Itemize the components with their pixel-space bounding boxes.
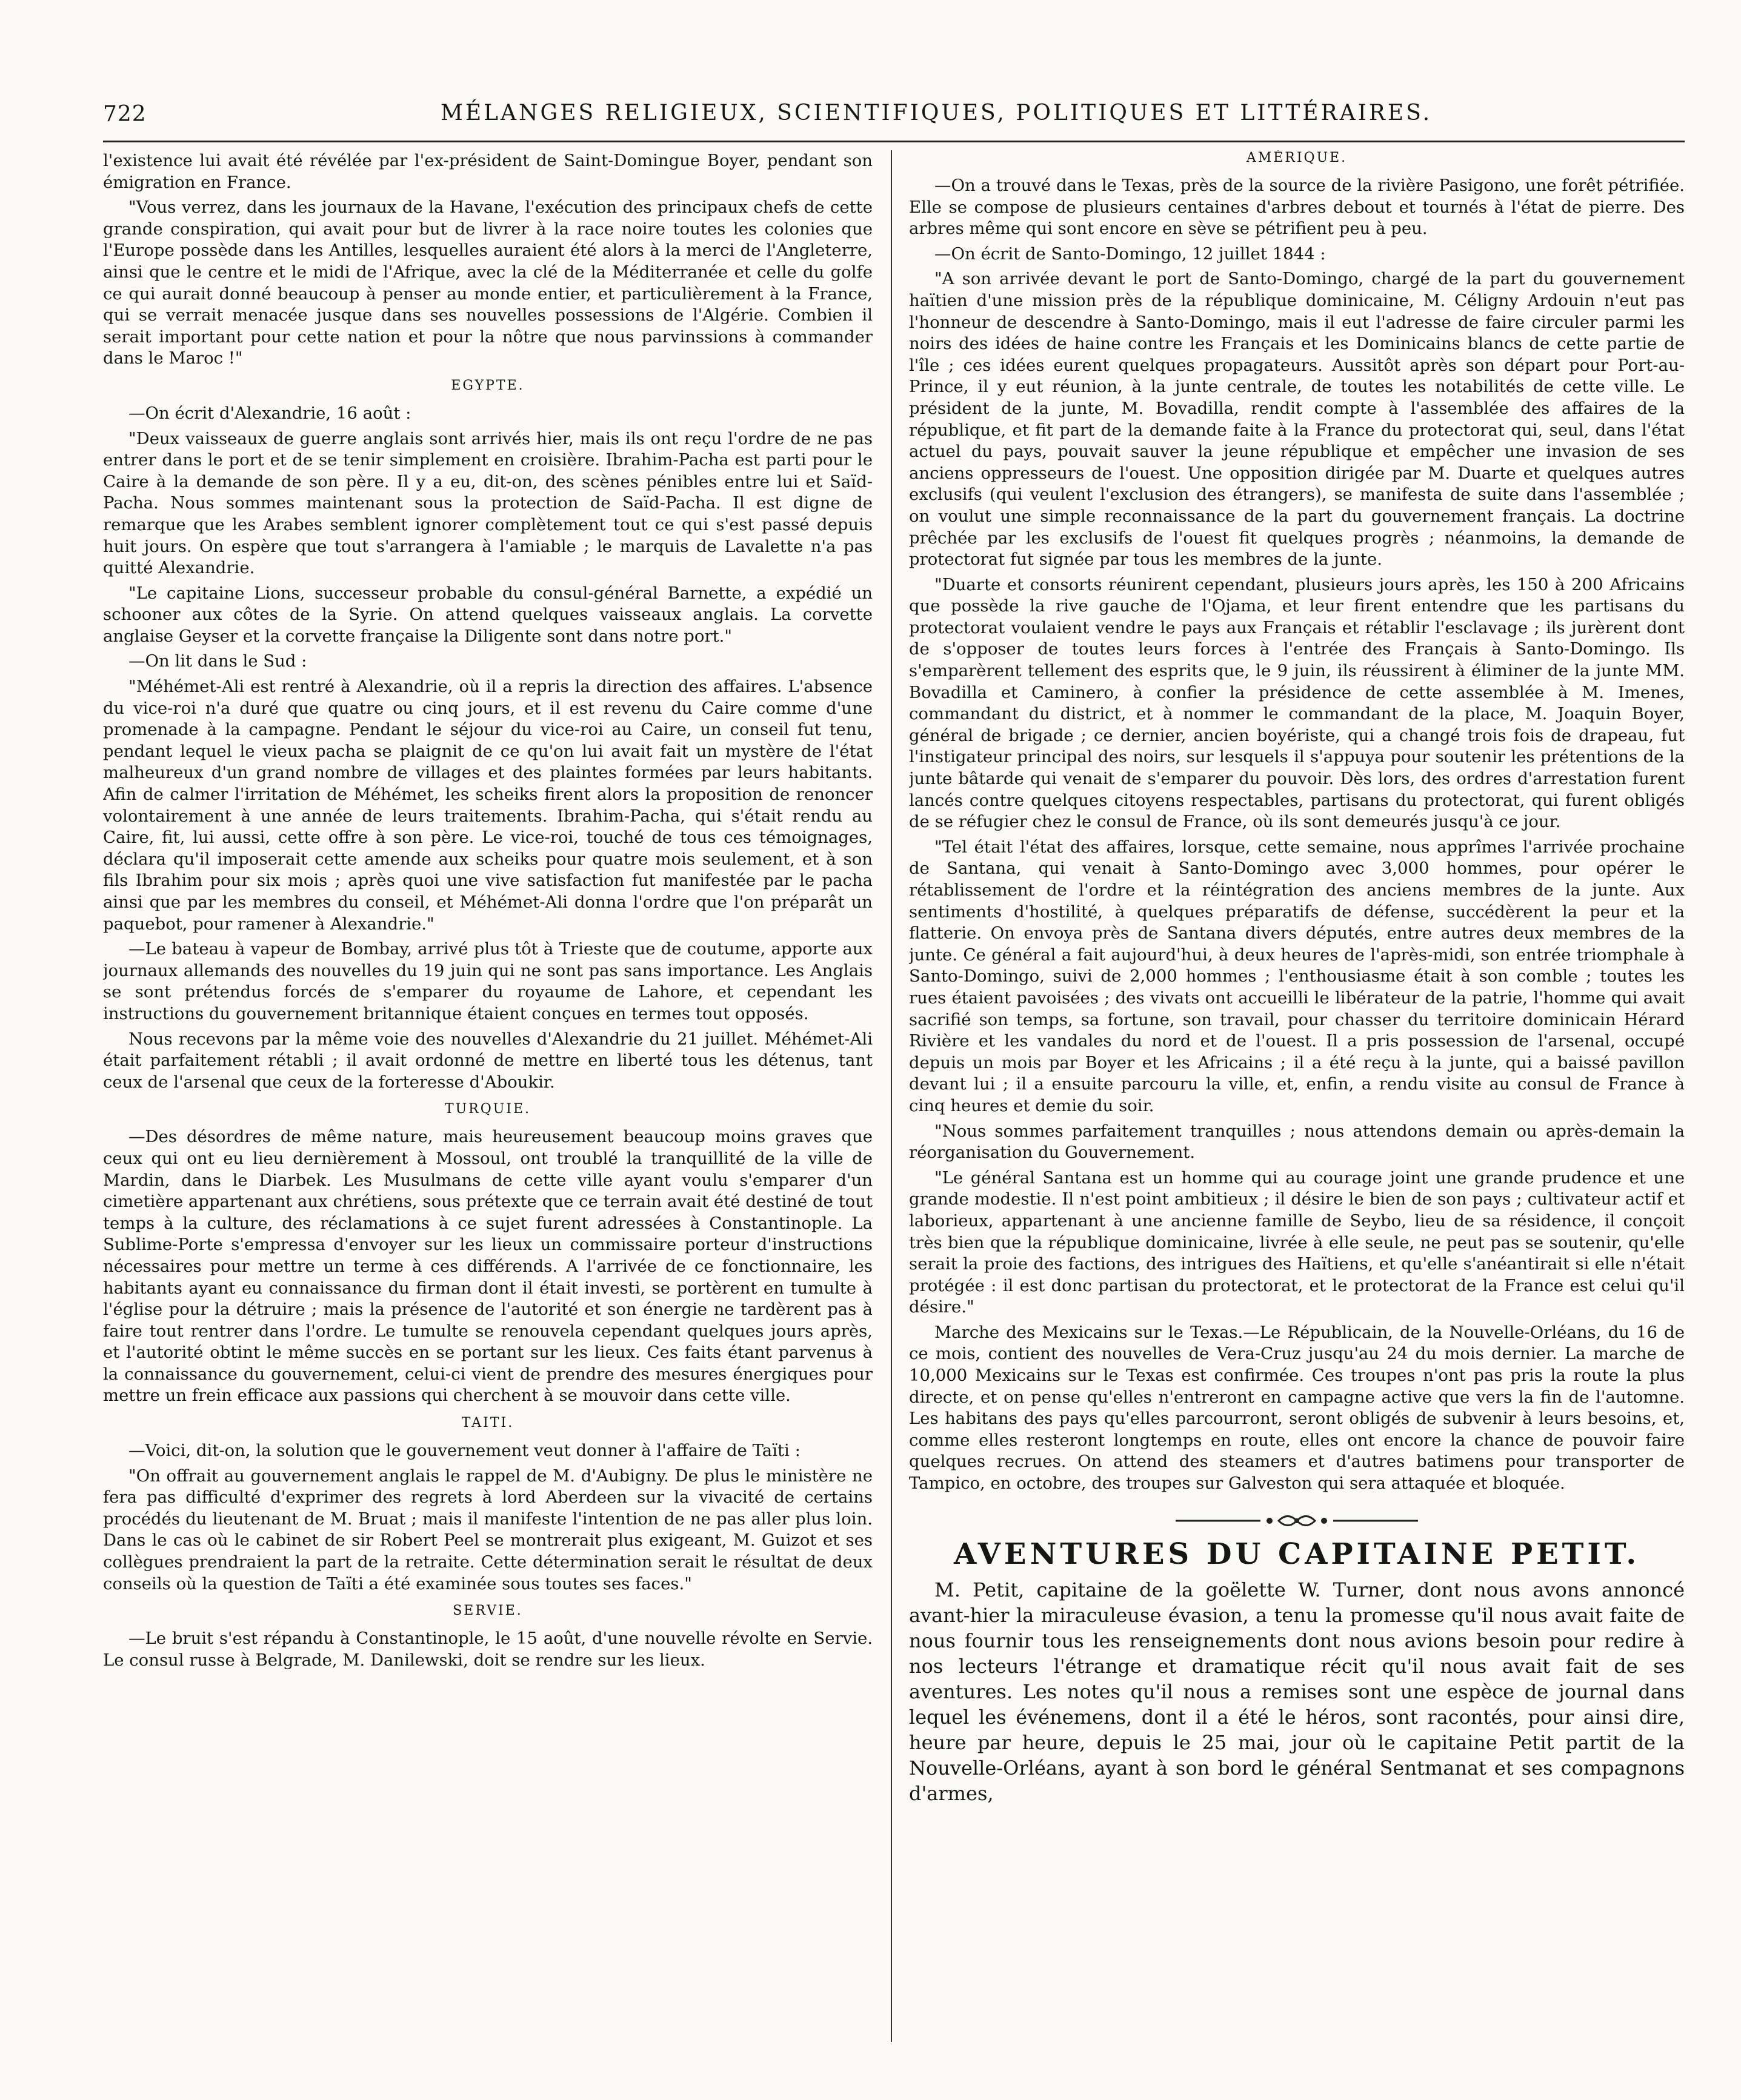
article-paragraph: M. Petit, capitaine de la goëlette W. Turner, dont nous avons annoncé avant-hier la miraculeuse évasion, a tenu la promesse qu'il nous avait faite de nous fournir tous les renseignements dont nous avions besoin pour redire à nos lecteurs l'étrange et dramatique récit qu'il nous avait fait de ses aventures. Les notes qu'il nous a remises sont une espèce de journal dans lequel les événemens, dont il a été le héros, sont racontés, pour ainsi dire, heure par heure, depuis le 25 mai, jour où le capitaine Petit partit de la Nouvelle-Orléans, ayant à son bord le général Sentmanat et ses compagnons d'armes, [909, 1578, 1685, 1805]
newspaper-page [103, 97, 1685, 2066]
column-rule [891, 150, 892, 2042]
article-paragraph: "Le capitaine Lions, successeur probable du consul-général Barnette, a expédié un schooner aux côtes de la Syrie. On attend quelques vaisseaux anglais. La corvette anglaise Geyser et la corvette française la Diligente sont dans notre port." [103, 583, 873, 646]
article-paragraph: "A son arrivée devant le port de Santo-Domingo, chargé de la part du gouvernement haïtien d'une mission près de la république dominicaine, M. Céligny Ardouin n'eut pas l'honneur de descendre à Santo-Domingo, mais il eut l'adresse de faire circuler parmi les noirs des idées de haine contre les Français et les Dominicains blancs de cette partie de l'île ; ces idées eurent quelques propagateurs. Aussitôt après son départ pour Port-au-Prince, il y eut réunion, à la junte centrale, de toutes les notabilités de cette ville. Le président de la junte, M. Bovadilla, rendit compte à l'assemblée des affaires de la république, et fit part de la demande faite à la France du protectorat qui, seul, dans l'état actuel du pays, pouvait sauver la jeune république et empêcher une invasion de ses anciens oppresseurs de l'ouest. Une opposition dirigée par M. Duarte et quelques autres exclusifs (qui veulent l'exclusion des étrangers), se manifesta de suite dans l'assemblée ; on voulut une simple reconnaissance de la part du gouvernement français. La doctrine prêchée par les exclusifs de l'ouest fit quelques progrès ; néanmoins, la demande de protectorat fut signée par tous les membres de la junte. [909, 269, 1685, 570]
ornamental-divider-icon [909, 1510, 1685, 1531]
section-heading-turquie: TURQUIE. [444, 1102, 531, 1117]
article-paragraph: —On a trouvé dans le Texas, près de la source de la rivière Pasigono, une forêt pétrifiée. Elle se compose de plusieurs centaines d'arbres debout et tournés à l'état de pierre. Des arbres même qui sont encore en sève se pétrifient peu à peu. [909, 176, 1685, 239]
columns [103, 150, 1685, 2066]
section-heading-servie: SERVIE. [453, 1603, 523, 1619]
section-heading-taiti: TAITI. [461, 1415, 514, 1431]
intro-paragraph: l'existence lui avait été révélée par l'ex-président de Saint-Domingue Boyer, pendant son émigration en France. [103, 151, 873, 192]
article-paragraph: "Duarte et consorts réunirent cependant, plusieurs jours après, les 150 à 200 Africains que possède la rive gauche de l'Ojama, et leur firent entendre que les partisans du protectorat voulaient vendre le pays aux Français et rétablir l'esclavage ; ils jurèrent dont de s'opposer de toutes leurs forces à l'entrée des Français à Santo-Domingo. Ils s'emparèrent tellement des esprits que, le 9 juin, ils réussirent à éliminer de la junte MM. Bovadilla et Caminero, à confier la présidence de cette assemblée à M. Imenes, commandant du district, et à nommer le commandant de la place, M. Joaquin Boyer, général de brigade ; ce dernier, ancien boyériste, qui a changé trois fois de drapeau, fut l'instigateur principal des noirs, sur lesquels il s'appuya pour soutenir les prétentions de la junte bâtarde qui venait de s'emparer du pouvoir. Dès lors, des ordres d'arrestation furent lancés contre quelques citoyens respectables, partisans du protectorat, qui furent obligés de se réfugier chez le consul de France, où ils sont demeurés jusqu'à ce jour. [909, 574, 1685, 832]
article-paragraph: Nous recevons par la même voie des nouvelles d'Alexandrie du 21 juillet. Méhémet-Ali était parfaitement rétabli ; il avait ordonné de mettre en liberté tous les détenus, tant ceux de l'arsenal que ceux de la forteresse d'Aboukir. [103, 1029, 873, 1092]
running-title: MÉLANGES RELIGIEUX, SCIENTIFIQUES, POLITIQUES ET LITTÉRAIRES. [440, 101, 1433, 125]
article-paragraph: Marche des Mexicains sur le Texas.—Le Républicain, de la Nouvelle-Orléans, du 16 de ce mois, contient des nouvelles de Vera-Cruz jusqu'au 24 du mois dernier. La marche de 10,000 Mexicains sur le Texas est confirmée. Ces troupes n'ont pas pris la route la plus directe, et on pense qu'elles n'entreront en campagne active que vers la fin de l'automne. Les habitans des pays qu'elles parcourront, seront obligés de subvenir à leurs besoins, et, comme elles resteront longtemps en route, elles ont encore la chance de pouvoir faire quelques recrues. On attend des steamers et d'autres batimens pour transporter de Tampico, en octobre, des troupes sur Galveston qui sera attaquée et bloquée. [909, 1322, 1685, 1494]
page-header [103, 97, 1685, 142]
article-title: AVENTURES DU CAPITAINE PETIT. [953, 1537, 1640, 1571]
section-heading-egypte: EGYPTE. [451, 377, 525, 393]
page-number: 722 [103, 102, 147, 127]
article-paragraph: "Le général Santana est un homme qui au courage joint une grande prudence et une grande modestie. Il n'est point ambitieux ; il désire le bien de son pays ; cultivateur actif et laborieux, appartenant à une ancienne famille de Seybo, lieu de sa résidence, il conçoit très bien que la république dominicaine, livrée à elle seule, ne peut pas se soutenir, qu'elle serait la proie des factions, des intrigues des Haïtiens, et qu'elle s'anéantirait si elle n'était protégée : il est donc partisan du protectorat, et le protectorat de la France est celui qu'il désire." [909, 1168, 1685, 1317]
article-paragraph: —Le bateau à vapeur de Bombay, arrivé plus tôt à Trieste que de coutume, apporte aux journaux allemands des nouvelles du 19 juin qui ne sont pas sans importance. Les Anglais se sont prétendus forcés de s'emparer du royaume de Lahore, et cependant les instructions du gouvernement britannique étaient conçues en termes tout opposés. [103, 939, 873, 1023]
article-paragraph: "On offrait au gouvernement anglais le rappel de M. d'Aubigny. De plus le ministère ne fera pas difficulté d'exprimer des regrets à lord Aberdeen sur la vivacité de certains procédés du lieutenant de M. Bruat ; mais il manifeste l'intention de ne pas aller plus loin. Dans le cas où le cabinet de sir Robert Peel se montrerait plus exigeant, M. Guizot et ses collègues prendraient la part de la retraite. Cette détermination serait le résultat de deux conseils où la question de Taïti a été examinée sous toutes ses faces." [103, 1466, 873, 1593]
section-heading-amerique: AMÉRIQUE. [1246, 150, 1348, 165]
article-paragraph: "Méhémet-Ali est rentré à Alexandrie, où il a repris la direction des affaires. L'absence du vice-roi n'a duré que quatre ou cinq jours, et il est revenu du Caire comme d'une promenade à la campagne. Pendant le séjour du vice-roi au Caire, un conseil fut tenu, pendant lequel le vieux pacha se plaignit de ce qu'on lui avait fait un mystère de l'état malheureux d'un grand nombre de villages et des plaintes formées par leurs habitants. Afin de calmer l'irritation de Méhémet, les scheiks firent alors la proposition de renoncer volontairement à une année de leurs traitements. Ibrahim-Pacha, qui s'était rendu au Caire, fit, lui aussi, cette offre à son père. Le vice-roi, touché de tous ces témoignages, déclara qu'il imposerait cette amende aux scheiks pour quatre mois seulement, et à son fils Ibrahim pour six mois ; après quoi une vive satisfaction fut manifestée par le pacha ainsi que par les membres du conseil, et Méhémet-Ali donna l'ordre que l'on préparât un paquebot, pour ramener à Alexandrie." [103, 677, 873, 934]
intro-paragraph: "Vous verrez, dans les journaux de la Havane, l'exécution des principaux chefs de cette grande conspiration, qui avait pour but de livrer à la race noire toutes les colonies que l'Europe possède dans les Antilles, lesquelles auraient été alors à la merci de l'Angleterre, ainsi que le centre et le midi de l'Afrique, avec la clé de la Méditerranée et celle du golfe ce qui aurait donné beaucoup à penser au monde entier, et particulièrement à la France, qui se verrait menacée jusque dans ses nouvelles possessions de l'Algérie. Combien il serait important pour cette nation et pour la nôtre que nous parvinssions à commander dans le Maroc !" [103, 198, 873, 368]
article-paragraph: —Voici, dit-on, la solution que le gouvernement veut donner à l'affaire de Taïti : [128, 1441, 801, 1461]
article-paragraph: —On lit dans le Sud : [128, 651, 307, 671]
article-paragraph: —Le bruit s'est répandu à Constantinople, le 15 août, d'une nouvelle révolte en Servie. Le consul russe à Belgrade, M. Danilewski, doit se rendre sur les lieux. [103, 1629, 873, 1670]
article-paragraph: "Nous sommes parfaitement tranquilles ; nous attendons demain ou après-demain la réorganisation du Gouvernement. [909, 1121, 1685, 1163]
left-column [103, 150, 873, 2066]
article-paragraph: "Deux vaisseaux de guerre anglais sont arrivés hier, mais ils ont reçu l'ordre de ne pas entrer dans le port et de se tenir simplement en croisière. Ibrahim-Pacha est parti pour le Caire à la demande de son père. Il y a eu, dit-on, des scènes pénibles entre lui et Saïd-Pacha. Nous sommes maintenant sous la protection de Saïd-Pacha. Il est digne de remarque que les Arabes semblent ignorer complètement tout ce qui s'est passé depuis huit jours. On espère que tout s'arrangera à l'amiable ; le marquis de Lavalette n'a pas quitté Alexandrie. [103, 428, 873, 578]
article-paragraph: —Des désordres de même nature, mais heureusement beaucoup moins graves que ceux qui ont eu lieu dernièrement à Mossoul, ont troublé la tranquillité de la ville de Mardin, dans le Diarbek. Les Musulmans de cette ville ayant voulu s'emparer d'un cimetière appartenant aux chrétiens, sous prétexte que ce terrain avait été destiné de tout temps à la culture, des réclamations à ce sujet furent adressées à Constantinople. La Sublime-Porte s'empressa d'envoyer sur les lieux un commissaire porteur d'instructions nécessaires pour mettre un terme à ces différends. A l'arrivée de ce fonctionnaire, les habitants ayant eu connaissance du firman dont il était investi, se portèrent en tumulte à l'église pour la détruire ; mais la présence de l'autorité et son énergie ne tardèrent pas à faire tout rentrer dans l'ordre. Le tumulte se renouvela cependant quelques jours après, et l'autorité obtint le même succès en se portant sur les lieux. Ces faits étant parvenus à la connaissance du gouvernement, celui-ci vient de prendre des mesures énergiques pour mettre un frein efficace aux passions qui cherchent à se mouvoir dans cette ville. [103, 1127, 873, 1406]
article-paragraph: —On écrit de Santo-Domingo, 12 juillet 1844 : [934, 244, 1326, 264]
article-paragraph: —On écrit d'Alexandrie, 16 août : [128, 403, 411, 423]
article-body [909, 1577, 1685, 1806]
right-column [909, 150, 1685, 2066]
article-paragraph: "Tel était l'état des affaires, lorsque, cette semaine, nous apprîmes l'arrivée prochaine de Santana, qui venait à Santo-Domingo avec 3,000 hommes, pour opérer le rétablissement de l'ordre et la réintégration des anciens membres de la junte. Aux sentiments d'hostilité, à quelques préparatifs de défense, succédèrent la peur et la flatterie. On envoya près de Santana divers députés, entre autres deux membres de la junte. Ce général a fait aujourd'hui, à deux heures de l'après-midi, son entrée triomphale à Santo-Domingo, suivi de 2,000 hommes ; l'enthousiasme était à son comble ; toutes les rues étaient pavoisées ; des vivats ont accueilli le libérateur de la patrie, l'homme qui avait sacrifié son temps, sa fortune, son travail, pour chasser du territoire dominicain Hérard Rivière et les vandales du nord et de l'ouest. Il a pris possession de l'arsenal, occupé depuis un mois par Boyer et les Africains ; il a été reçu à la junte, qui a baissé pavillon devant lui ; il a ensuite parcouru la ville, et, enfin, a rendu visite au consul de France à cinq heures et demie du soir. [909, 837, 1685, 1115]
